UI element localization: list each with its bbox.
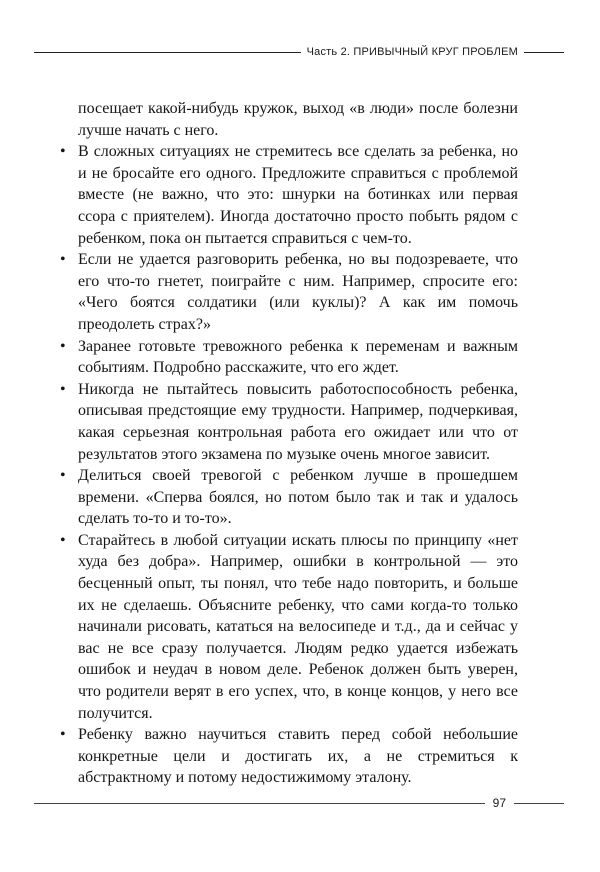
bullet-item: [60, 724, 518, 789]
footer-rule-left: [34, 803, 485, 804]
page-number: 97: [492, 796, 506, 810]
bullet-item: [60, 379, 518, 465]
bullet-item: [60, 141, 518, 249]
bullet-icon: •: [60, 143, 66, 161]
page-body: [60, 98, 518, 789]
bullet-item: [60, 249, 518, 335]
bullet-icon: •: [60, 337, 66, 355]
bullet-icon: •: [60, 726, 66, 744]
bullet-icon: •: [60, 531, 66, 549]
bullet-item-text: Ребенку важно научиться ставить перед собой небольшие конкретные цели и достигать их, а не стремиться к абстрактному и потому недостижимому эталону.: [78, 726, 518, 787]
bullet-item-text: Старайтесь в любой ситуации искать плюсы по принципу «нет худа без добра». Например, ошибки в контрольной — это бесценный опыт, ты понял, что тебе надо повторить, и больше их не сделаешь. Объясните ребенку, что сами когда-то только начинали рисовать, кататься на велосипеде и т.д., да и сейчас у вас не все сразу получается. Людям редко удается избежать ошибок и неудач в новом деле. Ребенок должен быть уверен, что родители верят в его успех, что, в конце концов, у него все получится.: [78, 531, 518, 722]
bullet-item-text: Никогда не пытайтесь повысить работоспособность ребенка, описывая предстоящие ему трудности. Например, подчеркивая, какая серьезная контрольная работа его ожидает или что от результатов этого экзамена по музыке очень многое зависит.: [78, 380, 518, 463]
bullet-icon: •: [60, 467, 66, 485]
footer-rule-right: [514, 803, 564, 804]
running-title: Часть 2. ПРИВЫЧНЫЙ КРУГ ПРОБЛЕМ: [306, 46, 518, 58]
running-header: [34, 44, 564, 60]
bullet-item: [60, 530, 518, 724]
header-rule-right: [524, 52, 564, 53]
bullet-item-text: В сложных ситуациях не стремитесь все сделать за ребенка, но и не бросайте его одного. Предложите справиться с проблемой вместе (не важно, что это: шнурки на ботинках или первая ссора с приятелем). Иногда достаточно просто побыть рядом с ребенком, пока он пытается справиться с чем-то.: [78, 143, 518, 247]
continuation-paragraph: посещает какой-нибудь кружок, выход «в люди» после болезни лучше начать с него.: [78, 100, 518, 139]
page-footer: [34, 794, 564, 812]
bullet-item-text: Делиться своей тревогой с ребенком лучше в прошедшем времени. «Сперва боялся, но потом было так и так и удалось сделать то-то и то-то».: [78, 467, 518, 528]
bullet-icon: •: [60, 251, 66, 269]
bullet-item-text: Заранее готовьте тревожного ребенка к переменам и важным событиям. Подробно расскажите, что его ждет.: [78, 337, 518, 377]
header-rule-left: [34, 52, 301, 53]
bullet-item: [60, 336, 518, 379]
bullet-item-text: Если не удается разговорить ребенка, но вы подозреваете, что его что-то гнетет, поиграйте с ним. Например, спросите его: «Чего боятся солдатики (или куклы)? А как им помочь преодолеть страх?»: [78, 251, 518, 333]
bullet-item: [60, 465, 518, 530]
bullet-icon: •: [60, 380, 66, 398]
